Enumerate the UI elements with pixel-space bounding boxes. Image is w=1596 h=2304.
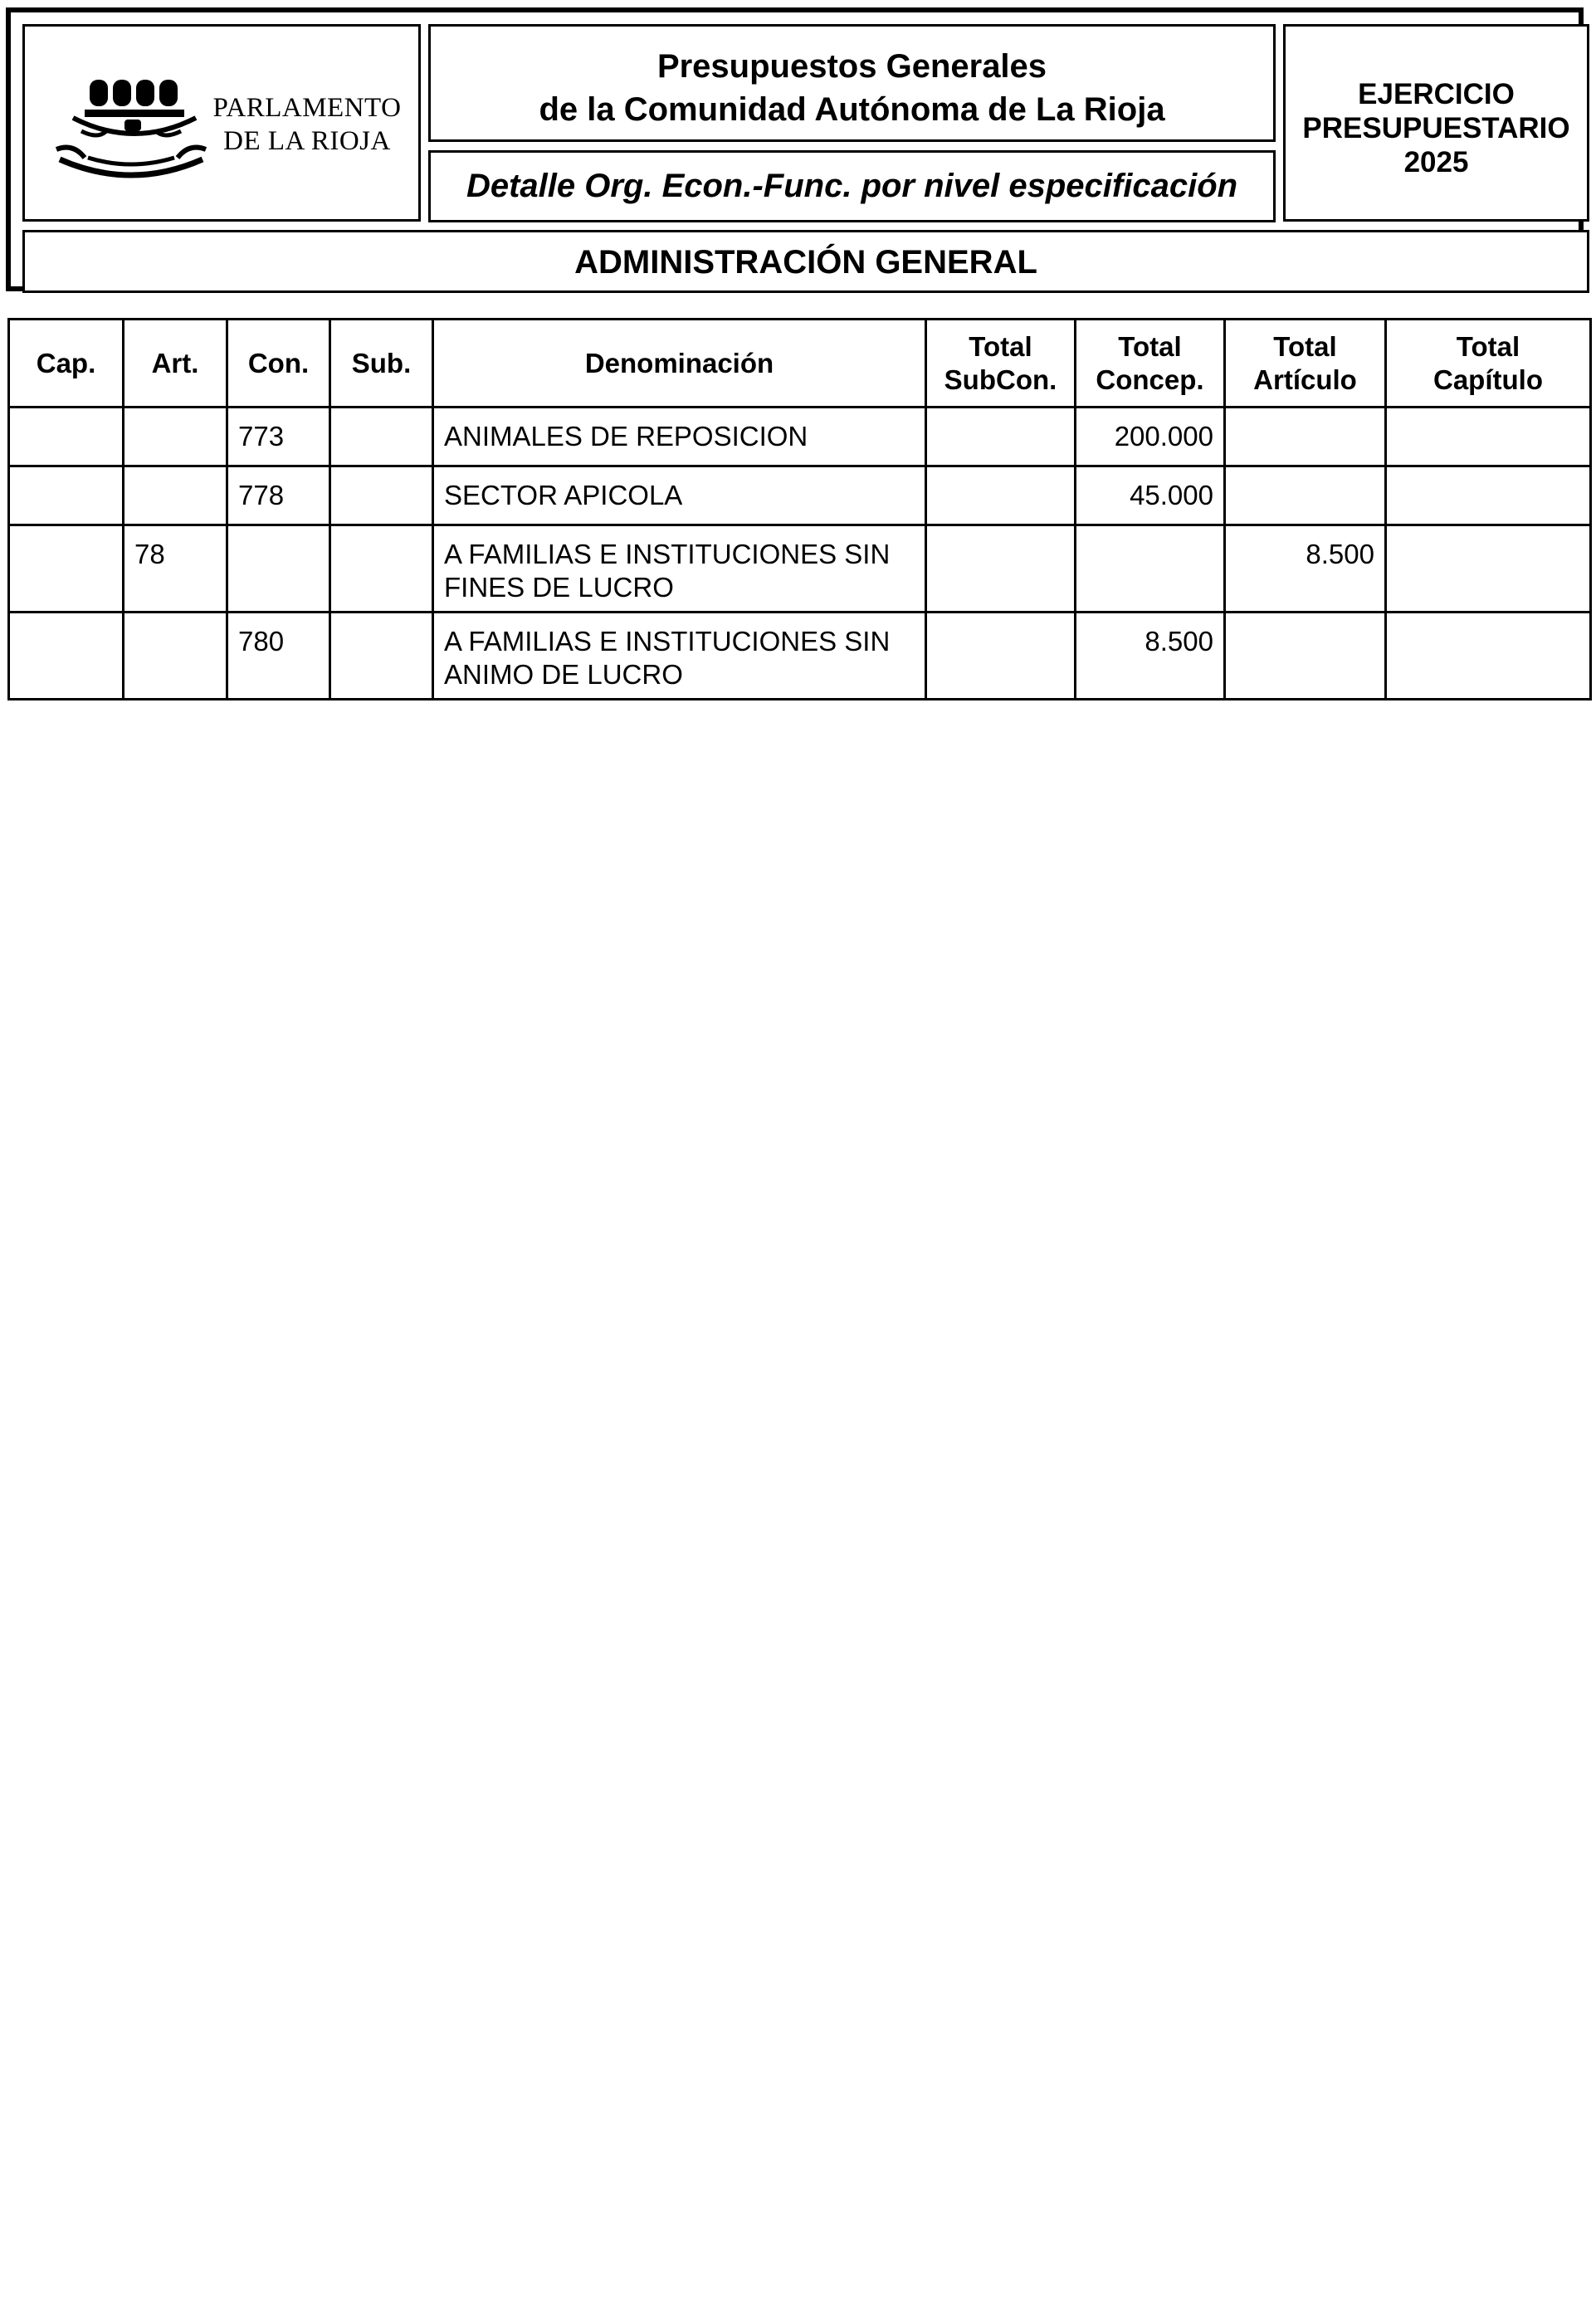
denominacion-line-1: ANIMALES DE REPOSICION bbox=[444, 421, 808, 452]
col-header-con: Con. bbox=[227, 320, 330, 408]
cell-con bbox=[227, 525, 330, 613]
cell-art: 78 bbox=[124, 525, 227, 613]
denominacion-line-1: A FAMILIAS E INSTITUCIONES SIN bbox=[444, 626, 891, 657]
cell-total-articulo: 8.500 bbox=[1225, 525, 1386, 613]
document-header bbox=[6, 7, 1584, 291]
col-header-cap: Cap. bbox=[9, 320, 124, 408]
fiscal-year-label bbox=[1286, 77, 1587, 179]
cell-total-concep: 8.500 bbox=[1076, 613, 1225, 700]
cell-total-subcon bbox=[926, 466, 1076, 525]
cell-cap bbox=[9, 408, 124, 466]
logo-panel bbox=[22, 24, 421, 222]
year-value: 2025 bbox=[1403, 146, 1469, 178]
table-row bbox=[9, 466, 1591, 525]
cell-art bbox=[124, 408, 227, 466]
col-header-total-capitulo-line-1: Total bbox=[1456, 330, 1520, 362]
title-panel bbox=[428, 24, 1276, 142]
col-header-total-concep-line-2: Concep. bbox=[1096, 364, 1204, 395]
cell-total-articulo bbox=[1225, 466, 1386, 525]
cell-denominacion bbox=[433, 408, 926, 466]
year-line-1: EJERCICIO bbox=[1358, 78, 1515, 110]
cell-total-concep: 200.000 bbox=[1076, 408, 1225, 466]
cell-denominacion bbox=[433, 525, 926, 613]
cell-sub bbox=[330, 408, 433, 466]
table-header-row bbox=[9, 320, 1591, 408]
logo-line-1: PARLAMENTO bbox=[212, 93, 402, 123]
parliament-emblem-icon bbox=[48, 66, 214, 191]
cell-total-articulo bbox=[1225, 613, 1386, 700]
table-row bbox=[9, 613, 1591, 700]
col-header-total-concep bbox=[1076, 320, 1225, 408]
cell-con: 780 bbox=[227, 613, 330, 700]
table-row bbox=[9, 408, 1591, 466]
col-header-total-articulo-line-1: Total bbox=[1273, 330, 1337, 362]
col-header-total-articulo bbox=[1225, 320, 1386, 408]
cell-total-subcon bbox=[926, 408, 1076, 466]
cell-total-capitulo bbox=[1386, 466, 1591, 525]
col-header-total-subcon-line-1: Total bbox=[969, 330, 1032, 362]
cell-total-articulo bbox=[1225, 408, 1386, 466]
section-title: ADMINISTRACIÓN GENERAL bbox=[574, 244, 1037, 281]
logo-line-2: DE LA RIOJA bbox=[223, 126, 391, 156]
denominacion-line-1: SECTOR APICOLA bbox=[444, 480, 683, 510]
col-header-denominacion: Denominación bbox=[433, 320, 926, 408]
cell-sub bbox=[330, 525, 433, 613]
cell-cap bbox=[9, 613, 124, 700]
col-header-total-articulo-line-2: Artículo bbox=[1253, 364, 1357, 395]
col-header-total-subcon-line-2: SubCon. bbox=[944, 364, 1057, 395]
col-header-sub: Sub. bbox=[330, 320, 433, 408]
cell-sub bbox=[330, 613, 433, 700]
cell-total-concep bbox=[1076, 525, 1225, 613]
cell-total-subcon bbox=[926, 613, 1076, 700]
col-header-total-capitulo-line-2: Capítulo bbox=[1433, 364, 1543, 395]
subtitle-panel bbox=[428, 150, 1276, 222]
logo-wordmark bbox=[199, 91, 415, 158]
document-subtitle: Detalle Org. Econ.-Func. por nivel especificación bbox=[466, 168, 1238, 204]
col-header-art: Art. bbox=[124, 320, 227, 408]
col-header-total-subcon bbox=[926, 320, 1076, 408]
denominacion-line-2: FINES DE LUCRO bbox=[444, 572, 674, 603]
document-title bbox=[431, 45, 1273, 131]
cell-total-concep: 45.000 bbox=[1076, 466, 1225, 525]
cell-art bbox=[124, 466, 227, 525]
col-header-total-concep-line-1: Total bbox=[1118, 330, 1182, 362]
cell-con: 778 bbox=[227, 466, 330, 525]
cell-art bbox=[124, 613, 227, 700]
cell-con: 773 bbox=[227, 408, 330, 466]
cell-denominacion bbox=[433, 613, 926, 700]
col-header-total-capitulo bbox=[1386, 320, 1591, 408]
cell-total-capitulo bbox=[1386, 408, 1591, 466]
title-line-2: de la Comunidad Autónoma de La Rioja bbox=[539, 91, 1165, 128]
cell-cap bbox=[9, 466, 124, 525]
cell-total-subcon bbox=[926, 525, 1076, 613]
denominacion-line-2: ANIMO DE LUCRO bbox=[444, 659, 683, 690]
table-row bbox=[9, 525, 1591, 613]
denominacion-line-1: A FAMILIAS E INSTITUCIONES SIN bbox=[444, 539, 891, 569]
fiscal-year-panel bbox=[1283, 24, 1589, 222]
year-line-2: PRESUPUESTARIO bbox=[1302, 112, 1570, 144]
section-panel bbox=[22, 230, 1589, 293]
cell-sub bbox=[330, 466, 433, 525]
cell-cap bbox=[9, 525, 124, 613]
budget-table bbox=[7, 318, 1592, 700]
cell-denominacion bbox=[433, 466, 926, 525]
cell-total-capitulo bbox=[1386, 525, 1591, 613]
title-line-1: Presupuestos Generales bbox=[656, 48, 1047, 85]
cell-total-capitulo bbox=[1386, 613, 1591, 700]
